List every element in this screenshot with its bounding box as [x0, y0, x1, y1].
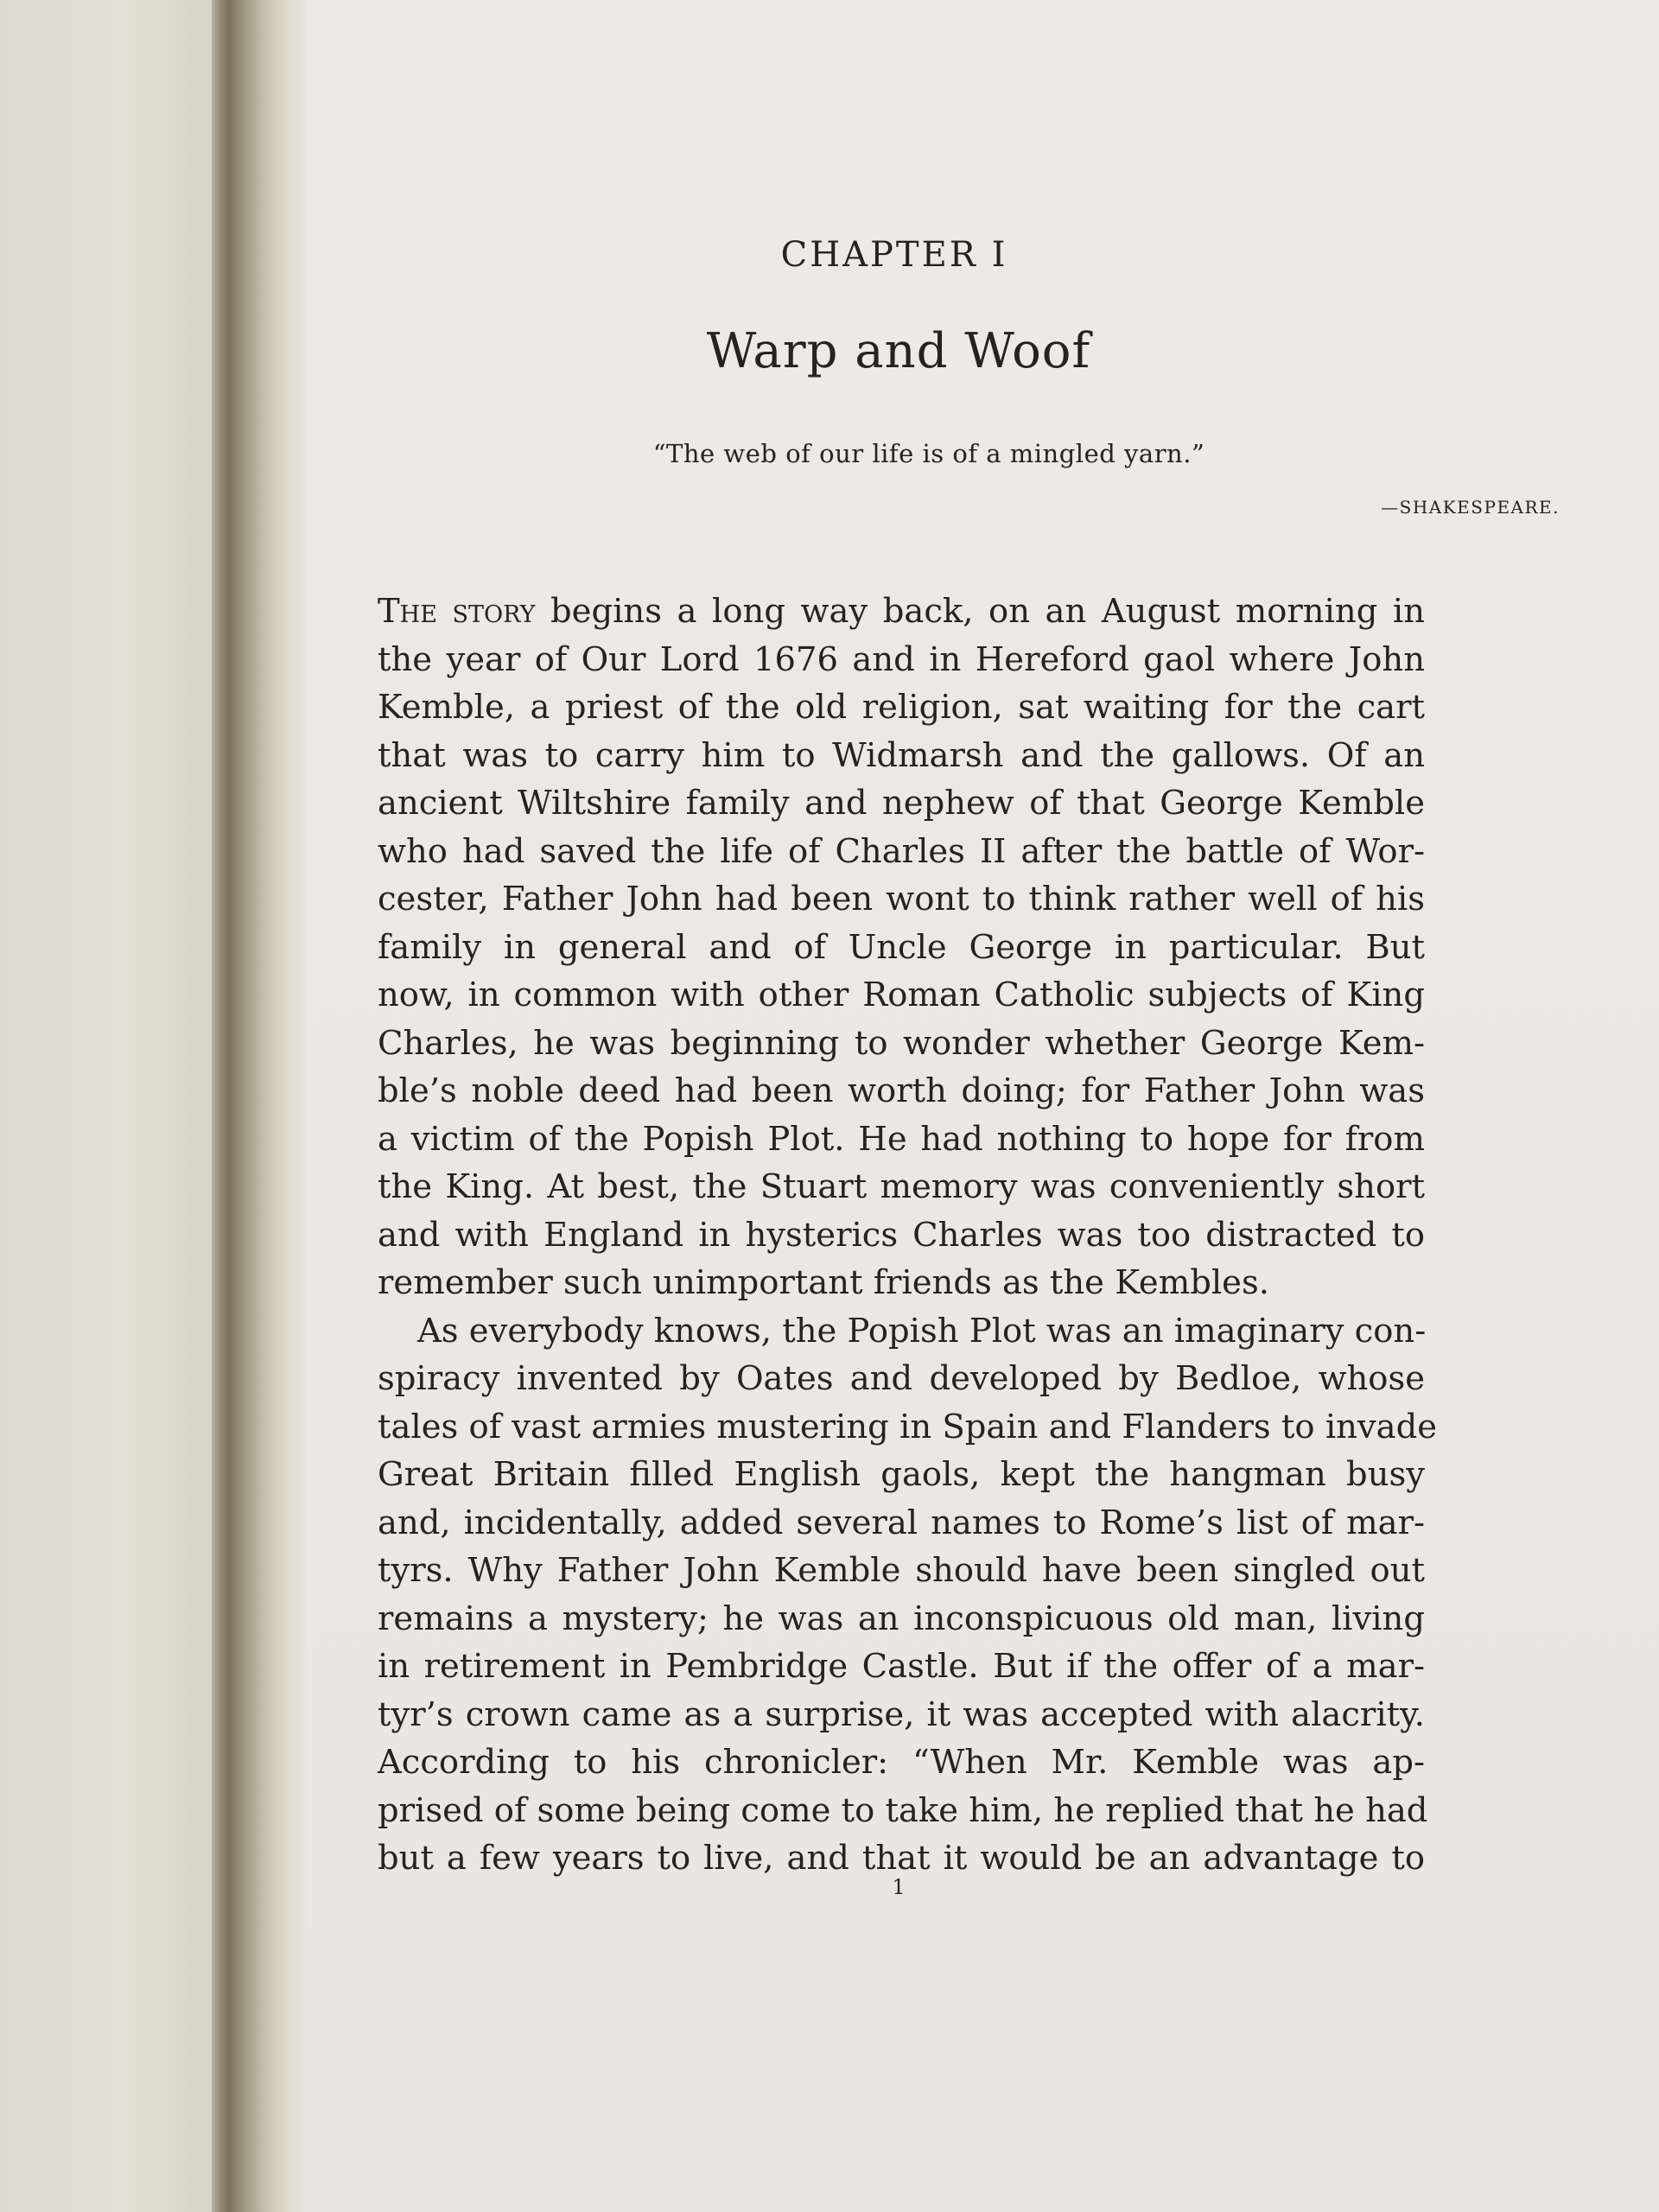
text-line: Great Britain filled English gaols, kept the hangman busy: [378, 1455, 1425, 1494]
text-line: but a few years to live, and that it would be an advantage to: [378, 1839, 1425, 1878]
chapter-title: Warp and Woof: [706, 323, 1091, 379]
text-line: Charles, he was beginning to wonder whether George Kem-: [378, 1023, 1425, 1063]
text-line: Kemble, a priest of the old religion, sat waiting for the cart: [378, 688, 1425, 727]
page-content: [307, 0, 1659, 2212]
epigraph-quote: “The web of our life is of a mingled yarn.”: [652, 439, 1205, 468]
text-line: now, in common with other Roman Catholic subjects of King: [378, 976, 1425, 1014]
text-line: ancient Wiltshire family and nephew of that George Kemble: [378, 784, 1425, 823]
text-line: family in general and of Uncle George in particular. But: [378, 927, 1425, 967]
text-line: prised of some being come to take him, he replied that he had: [378, 1790, 1428, 1830]
chapter-number: CHAPTER I: [780, 235, 1008, 275]
epigraph-attribution: —SHAKESPEARE.: [1381, 497, 1560, 518]
text-line: that was to carry him to Widmarsh and the gallows. Of an: [378, 735, 1425, 775]
opening-small-caps: The story: [378, 592, 536, 631]
text-line: the King. At best, the Stuart memory was conveniently short: [378, 1167, 1425, 1206]
text-line: who had saved the life of Charles II after the battle of Wor-: [378, 831, 1425, 871]
text-line: a victim of the Popish Plot. He had nothing to hope for from: [378, 1119, 1425, 1159]
text-line: and, incidentally, added several names to Rome’s list of mar-: [378, 1503, 1425, 1542]
paragraph-2-first-line: As everybody knows, the Popish Plot was an imaginary con-: [417, 1311, 1427, 1351]
text-line: and with England in hysterics Charles was too distracted to: [378, 1215, 1425, 1255]
paragraph-1-opening-line: [378, 588, 1425, 636]
page-number: 1: [892, 1875, 906, 1899]
text-line: in retirement in Pembridge Castle. But if the offer of a mar-: [378, 1647, 1425, 1686]
text-line: cester, Father John had been wont to think rather well of his: [378, 880, 1425, 918]
text-line: remains a mystery; he was an inconspicuous old man, living: [378, 1599, 1425, 1638]
text-line: tyrs. Why Father John Kemble should have been singled out: [378, 1551, 1425, 1590]
opening-line-rest: begins a long way back, on an August morning in: [535, 592, 1426, 631]
book-gutter-shadow: [212, 0, 307, 2212]
text-line: spiracy invented by Oates and developed by Bedloe, whose: [378, 1359, 1425, 1398]
text-line: According to his chronicler: “When Mr. Kemble was ap-: [378, 1743, 1425, 1782]
text-line: the year of Our Lord 1676 and in Hereford gaol where John: [378, 639, 1425, 679]
text-line: tyr’s crown came as a surprise, it was accepted with alacrity.: [378, 1694, 1425, 1734]
left-facing-page: [0, 0, 220, 2212]
text-line: ble’s noble deed had been worth doing; for Father John was: [378, 1071, 1425, 1110]
text-line-last: remember such unimportant friends as the Kembles.: [378, 1263, 1269, 1302]
body-text: [378, 588, 1438, 1883]
text-line: tales of vast armies mustering in Spain and Flanders to invade: [378, 1407, 1438, 1446]
right-page: [307, 0, 1659, 2212]
